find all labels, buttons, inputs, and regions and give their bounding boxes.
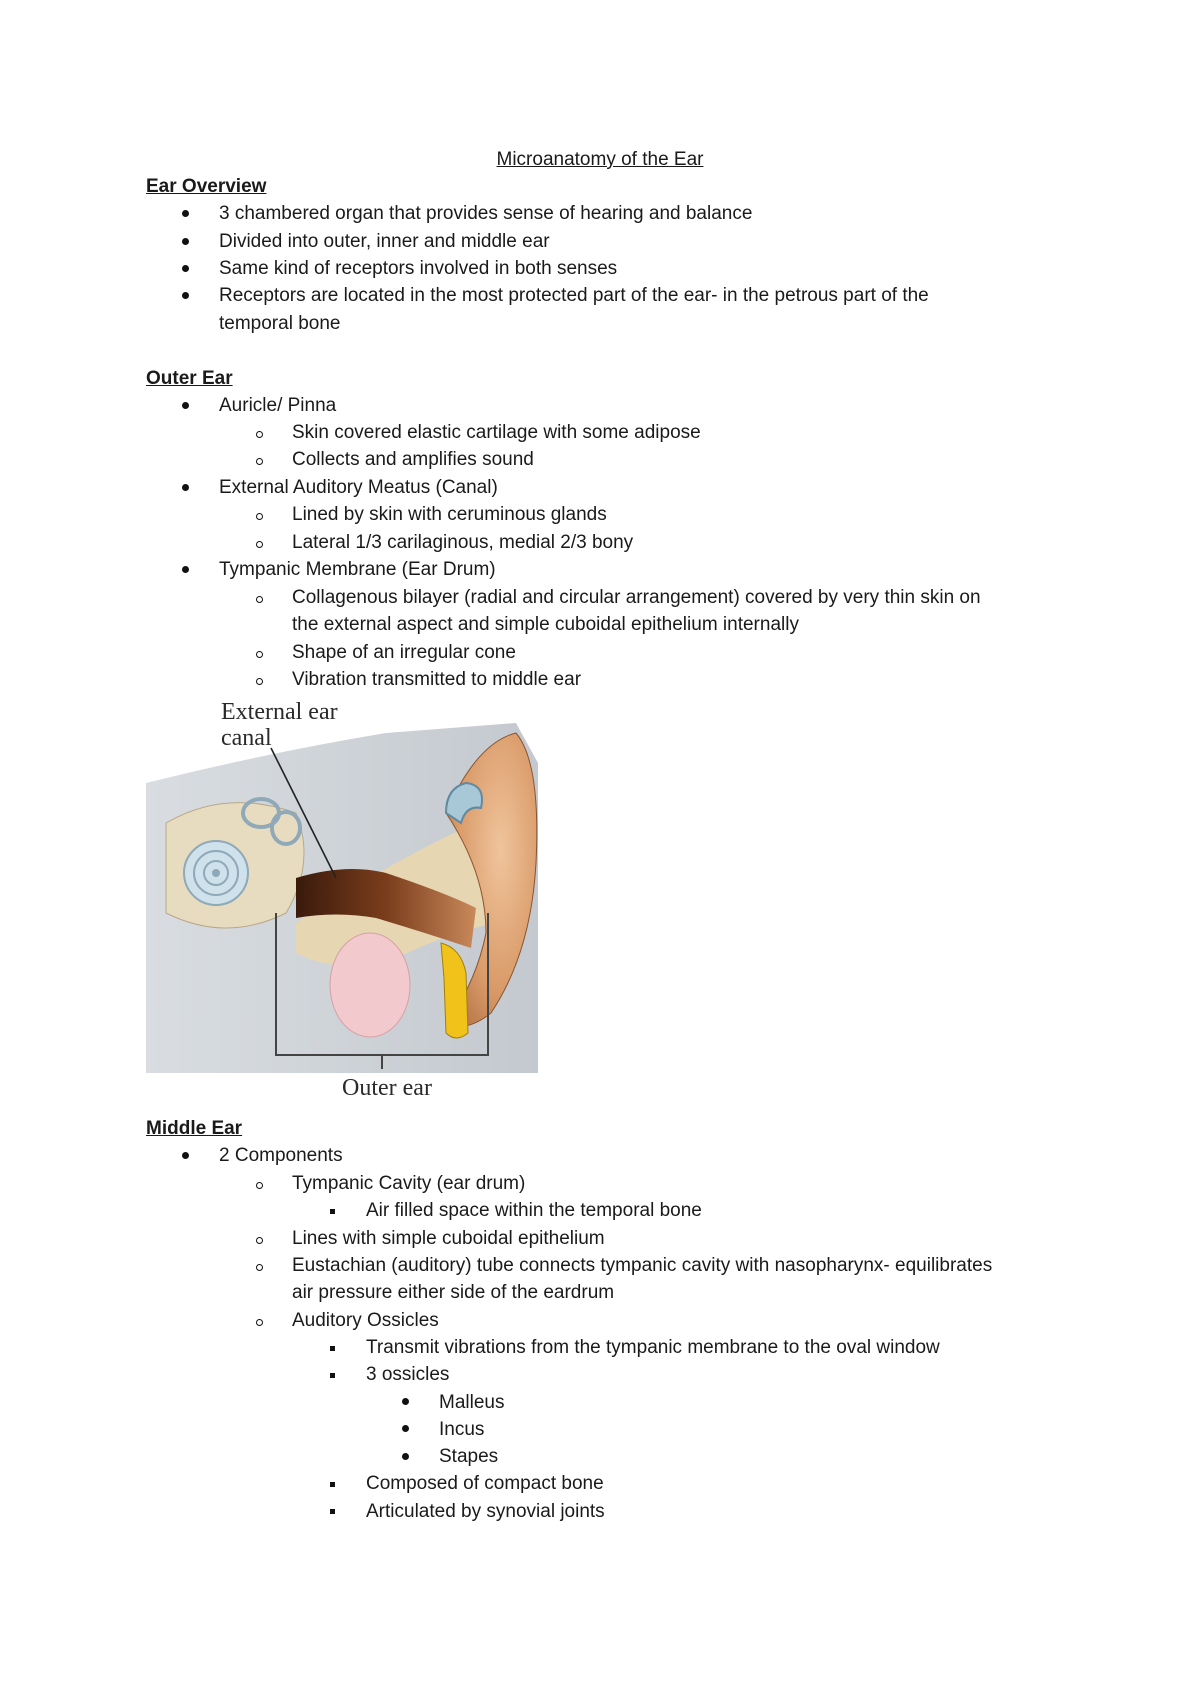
sub-bullet-marker bbox=[256, 503, 263, 527]
figure-label-outer-ear: Outer ear bbox=[342, 1075, 432, 1101]
section-heading-ear-overview: Ear Overview bbox=[146, 176, 267, 197]
sub-bullet-marker bbox=[256, 531, 263, 555]
sub-list-item-continuation: the external aspect and simple cuboidal epithelium internally bbox=[292, 614, 799, 635]
bullet-marker bbox=[182, 200, 189, 224]
list-item: Same kind of receptors involved in both senses bbox=[219, 258, 618, 279]
bullet-marker bbox=[182, 392, 189, 416]
sub-list-item: Tympanic Cavity (ear drum) bbox=[292, 1173, 526, 1194]
sub-sub-sub-list-item: Incus bbox=[439, 1419, 485, 1440]
bullet-marker bbox=[182, 474, 189, 498]
sub-bullet-marker bbox=[256, 1309, 263, 1333]
bullet-marker bbox=[182, 228, 189, 252]
bullet-marker bbox=[182, 255, 189, 279]
sub-list-item: Collects and amplifies sound bbox=[292, 449, 534, 470]
cochlea-shape bbox=[184, 841, 248, 905]
sub-bullet-marker bbox=[256, 1172, 263, 1196]
sub-sub-list-item: Transmit vibrations from the tympanic membrane to the oval window bbox=[366, 1337, 940, 1358]
list-item: External Auditory Meatus (Canal) bbox=[219, 477, 498, 498]
section-heading-outer-ear: Outer Ear bbox=[146, 368, 233, 389]
list-item: Divided into outer, inner and middle ear bbox=[219, 231, 550, 252]
sub-list-item: Lines with simple cuboidal epithelium bbox=[292, 1228, 605, 1249]
sub-bullet-marker bbox=[256, 448, 263, 472]
sub-sub-list-item: Air filled space within the temporal bone bbox=[366, 1200, 702, 1221]
sub-sub-sub-list-item: Stapes bbox=[439, 1446, 499, 1467]
sub-sub-sub-list-item: Malleus bbox=[439, 1392, 505, 1413]
bullet-marker bbox=[402, 1388, 409, 1412]
list-item: Tympanic Membrane (Ear Drum) bbox=[219, 559, 496, 580]
sub-list-item: Lined by skin with ceruminous glands bbox=[292, 504, 607, 525]
bullet-marker bbox=[402, 1415, 409, 1439]
sub-sub-list-item: 3 ossicles bbox=[366, 1364, 450, 1385]
figure-label-canal: canal bbox=[221, 725, 272, 751]
bullet-marker bbox=[402, 1443, 409, 1467]
figure-label-external-ear: External ear bbox=[221, 699, 338, 725]
square-bullet-marker bbox=[330, 1197, 335, 1221]
sub-bullet-marker bbox=[256, 1254, 263, 1278]
sub-sub-list-item: Articulated by synovial joints bbox=[366, 1501, 605, 1522]
square-bullet-marker bbox=[330, 1470, 335, 1494]
bullet-marker bbox=[182, 556, 189, 580]
list-item: 2 Components bbox=[219, 1145, 343, 1166]
parotid-tissue-shape bbox=[330, 933, 410, 1037]
bullet-marker bbox=[182, 282, 189, 306]
document-title: Microanatomy of the Ear bbox=[496, 149, 704, 170]
sub-list-item: Vibration transmitted to middle ear bbox=[292, 669, 582, 690]
sub-bullet-marker bbox=[256, 641, 263, 665]
list-item: Receptors are located in the most protected part of the ear- in the petrous part of the bbox=[219, 285, 929, 306]
sub-bullet-marker bbox=[256, 1227, 263, 1251]
sub-bullet-marker bbox=[256, 586, 263, 610]
outer-ear-diagram bbox=[146, 693, 538, 1105]
sub-list-item: Eustachian (auditory) tube connects tympanic cavity with nasopharynx- equilibrates bbox=[292, 1255, 993, 1276]
sub-bullet-marker bbox=[256, 668, 263, 692]
sub-list-item: Lateral 1/3 carilaginous, medial 2/3 bony bbox=[292, 532, 634, 553]
list-item: 3 chambered organ that provides sense of hearing and balance bbox=[219, 203, 753, 224]
square-bullet-marker bbox=[330, 1361, 335, 1385]
list-item-continuation: temporal bone bbox=[219, 313, 341, 334]
square-bullet-marker bbox=[330, 1497, 335, 1521]
list-item: Auricle/ Pinna bbox=[219, 395, 337, 416]
sub-list-item: Collagenous bilayer (radial and circular arrangement) covered by very thin skin on bbox=[292, 587, 981, 608]
section-heading-middle-ear: Middle Ear bbox=[146, 1118, 243, 1139]
sub-list-item: Shape of an irregular cone bbox=[292, 642, 516, 663]
sub-list-item-continuation: air pressure either side of the eardrum bbox=[292, 1282, 615, 1303]
bullet-marker bbox=[182, 1142, 189, 1166]
sub-bullet-marker bbox=[256, 421, 263, 445]
sub-list-item: Skin covered elastic cartilage with some adipose bbox=[292, 422, 701, 443]
square-bullet-marker bbox=[330, 1334, 335, 1358]
sub-sub-list-item: Composed of compact bone bbox=[366, 1473, 604, 1494]
sub-list-item: Auditory Ossicles bbox=[292, 1310, 439, 1331]
